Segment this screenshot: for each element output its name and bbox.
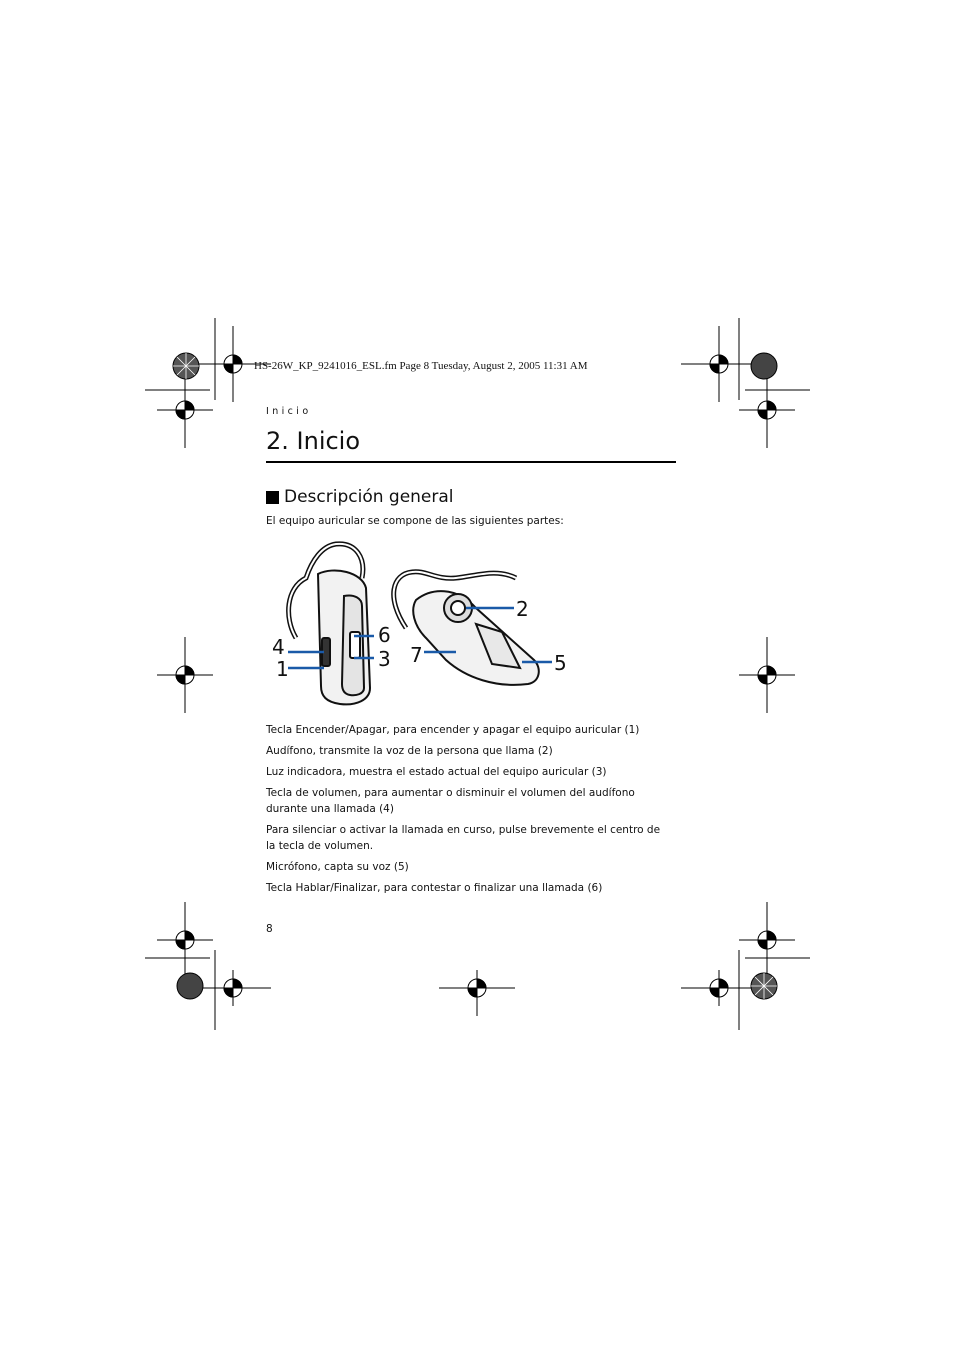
section-square-icon <box>266 491 279 504</box>
page-number: 8 <box>266 923 273 935</box>
section-heading <box>266 487 454 507</box>
callout-7: 7 <box>410 643 423 667</box>
intro-text: El equipo auricular se compone de las siguientes partes: <box>266 515 564 527</box>
list-item: Para silenciar o activar la llamada en curso, pulse brevemente el centro de la tecla de volumen. <box>266 824 661 852</box>
chapter-title: 2. Inicio <box>266 427 361 455</box>
callout-6: 6 <box>378 623 391 647</box>
callout-1: 1 <box>276 657 289 681</box>
parts-list <box>266 722 666 901</box>
print-slug: HS-26W_KP_9241016_ESL.fm Page 8 Tuesday, August 2, 2005 11:31 AM <box>254 360 588 372</box>
list-item: Tecla de volumen, para aumentar o disminuir el volumen del audífono durante una llamada (4) <box>266 787 635 815</box>
list-item: Audífono, transmite la voz de la persona que llama (2) <box>266 745 553 757</box>
list-item: Tecla Hablar/Finalizar, para contestar o finalizar una llamada (6) <box>266 882 603 894</box>
callout-3: 3 <box>378 647 391 671</box>
title-rule <box>266 461 676 463</box>
list-item: Micrófono, capta su voz (5) <box>266 861 409 873</box>
callout-2: 2 <box>516 597 529 621</box>
list-item: Luz indicadora, muestra el estado actual del equipo auricular (3) <box>266 766 607 778</box>
headset-figure <box>266 538 576 713</box>
list-item: Tecla Encender/Apagar, para encender y apagar el equipo auricular (1) <box>266 724 640 736</box>
running-head: Inicio <box>266 406 312 417</box>
callout-4: 4 <box>272 635 285 659</box>
callout-5: 5 <box>554 651 567 675</box>
section-heading-text: Descripción general <box>284 487 454 507</box>
